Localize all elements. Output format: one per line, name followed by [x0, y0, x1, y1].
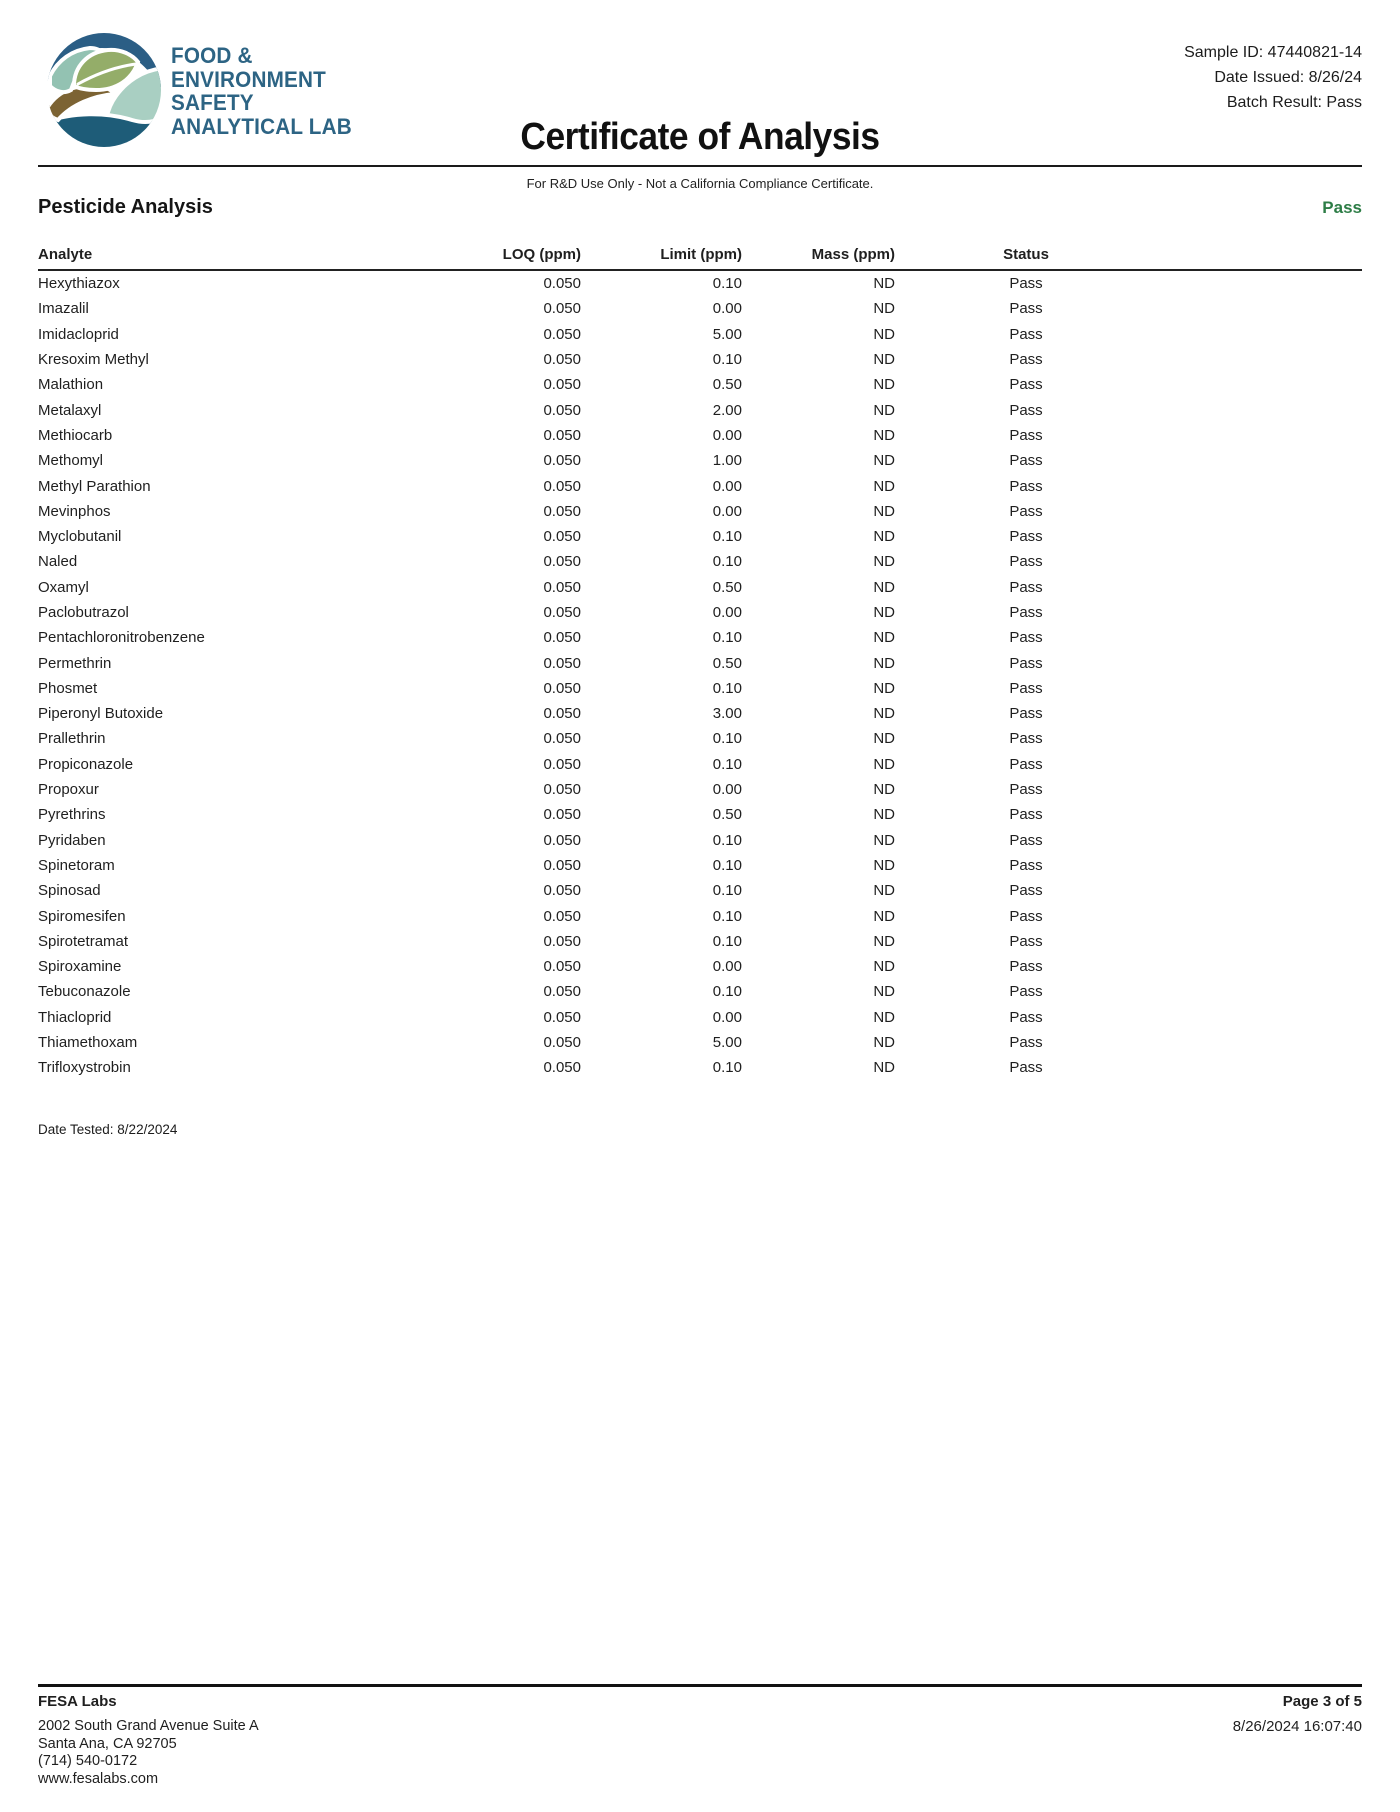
analyte-cell: Tebuconazole	[38, 983, 131, 1001]
table-row	[38, 549, 1362, 574]
mass-cell: ND	[873, 1008, 895, 1026]
limit-cell: 0.00	[712, 958, 742, 976]
analyte-cell: Spiromesifen	[38, 907, 126, 925]
sample-id: Sample ID: 47440821-14	[1184, 44, 1362, 61]
analyte-cell: Pyridaben	[38, 831, 106, 849]
loq-cell: 0.050	[543, 629, 581, 647]
analyte-cell: Paclobutrazol	[38, 604, 129, 621]
table-row	[38, 853, 1362, 878]
loq-cell: 0.050	[543, 983, 581, 1001]
analyte-cell: Trifloxystrobin	[38, 1059, 131, 1077]
mass-cell: ND	[873, 755, 895, 773]
mass-cell: ND	[873, 300, 895, 318]
loq-cell: 0.050	[543, 806, 581, 824]
analyte-cell: Pentachloronitrobenzene	[38, 629, 205, 647]
analyte-cell: Thiacloprid	[38, 1008, 112, 1026]
col-header-filler	[1157, 246, 1362, 269]
analyte-cell: Kresoxim Methyl	[38, 351, 149, 369]
status-cell: Pass	[1009, 983, 1043, 1001]
table-row	[38, 878, 1362, 903]
status-cell: Pass	[1009, 325, 1043, 343]
status-cell: Pass	[1009, 275, 1043, 293]
status-cell: Pass	[1009, 856, 1043, 874]
limit-cell: 0.10	[712, 831, 742, 849]
loq-cell: 0.050	[543, 730, 581, 748]
loq-cell: 0.050	[543, 351, 581, 369]
status-cell: Pass	[1009, 502, 1043, 520]
table-header-row	[38, 246, 1362, 271]
date-tested: Date Tested: 8/22/2024	[38, 1122, 178, 1137]
status-cell: Pass	[1009, 1008, 1043, 1026]
status-cell: Pass	[1009, 882, 1043, 900]
analyte-cell: Naled	[38, 553, 78, 571]
lab-name: FESA Labs	[38, 1693, 117, 1710]
lab-phone: (714) 540-0172	[38, 1753, 138, 1770]
table-row	[38, 600, 1362, 625]
analyte-cell: Piperonyl Butoxide	[38, 705, 164, 723]
status-cell: Pass	[1009, 351, 1043, 369]
limit-cell: 2.00	[712, 401, 742, 419]
mass-cell: ND	[873, 730, 895, 748]
status-cell: Pass	[1009, 781, 1043, 799]
limit-cell: 5.00	[712, 325, 742, 343]
limit-cell: 0.10	[712, 983, 742, 1001]
status-cell: Pass	[1009, 300, 1043, 318]
table-row	[38, 954, 1362, 979]
col-header-mass: Mass (ppm)	[811, 246, 895, 263]
limit-cell: 0.10	[712, 528, 742, 546]
limit-cell: 5.00	[712, 1034, 742, 1052]
table-row	[38, 828, 1362, 853]
mass-cell: ND	[873, 831, 895, 849]
status-cell: Pass	[1009, 907, 1043, 925]
table-row	[38, 1005, 1362, 1030]
loq-cell: 0.050	[543, 477, 581, 495]
col-header-status: Status	[1003, 246, 1049, 263]
table-row	[38, 448, 1362, 473]
mass-cell: ND	[873, 502, 895, 520]
analyte-cell: Methiocarb	[38, 426, 113, 444]
loq-cell: 0.050	[543, 275, 581, 293]
loq-cell: 0.050	[543, 325, 581, 343]
loq-cell: 0.050	[543, 781, 581, 799]
mass-cell: ND	[873, 351, 895, 369]
limit-cell: 1.00	[712, 452, 742, 470]
document-title: Certificate of Analysis	[520, 116, 880, 158]
table-row	[38, 347, 1362, 372]
analyte-cell: Myclobutanil	[38, 528, 122, 546]
table-row	[38, 802, 1362, 827]
lab-address-line-1: 2002 South Grand Avenue Suite A	[38, 1717, 259, 1734]
analyte-cell: Pyrethrins	[38, 806, 106, 824]
footer-divider	[38, 1684, 1362, 1687]
table-row	[38, 575, 1362, 600]
analyte-cell: Hexythiazox	[38, 275, 120, 293]
limit-cell: 0.50	[712, 376, 742, 394]
mass-cell: ND	[873, 958, 895, 976]
status-cell: Pass	[1009, 553, 1043, 571]
col-header-limit: Limit (ppm)	[660, 246, 742, 263]
loq-cell: 0.050	[543, 831, 581, 849]
col-header-analyte: Analyte	[38, 246, 93, 263]
page-number: Page 3 of 5	[1282, 1693, 1362, 1710]
status-cell: Pass	[1009, 604, 1043, 621]
table-row	[38, 650, 1362, 675]
limit-cell: 0.00	[712, 426, 742, 444]
sample-info	[1184, 40, 1362, 115]
loq-cell: 0.050	[543, 958, 581, 976]
limit-cell: 0.10	[712, 882, 742, 900]
loq-cell: 0.050	[543, 578, 581, 596]
status-cell: Pass	[1009, 629, 1043, 647]
status-cell: Pass	[1009, 376, 1043, 394]
analyte-cell: Propiconazole	[38, 755, 134, 773]
title-divider	[38, 165, 1362, 167]
lab-address-line-2: Santa Ana, CA 92705	[38, 1735, 177, 1752]
limit-cell: 0.00	[712, 477, 742, 495]
table-row	[38, 322, 1362, 347]
status-cell: Pass	[1009, 831, 1043, 849]
analyte-cell: Methomyl	[38, 452, 104, 470]
analyte-cell: Spirotetramat	[38, 932, 129, 950]
analyte-cell: Spinetoram	[38, 856, 115, 874]
limit-cell: 0.10	[712, 755, 742, 773]
loq-cell: 0.050	[543, 502, 581, 520]
loq-cell: 0.050	[543, 401, 581, 419]
loq-cell: 0.050	[543, 1034, 581, 1052]
limit-cell: 0.10	[712, 351, 742, 369]
mass-cell: ND	[873, 426, 895, 444]
loq-cell: 0.050	[543, 932, 581, 950]
table-row	[38, 296, 1362, 321]
loq-cell: 0.050	[543, 553, 581, 571]
mass-cell: ND	[873, 654, 895, 672]
analyte-cell: Oxamyl	[38, 578, 89, 596]
logo-line-4: ANALYTICAL LAB	[171, 113, 352, 139]
loq-cell: 0.050	[543, 604, 581, 621]
table-row	[38, 701, 1362, 726]
mass-cell: ND	[873, 806, 895, 824]
analyte-cell: Imidacloprid	[38, 325, 119, 343]
mass-cell: ND	[873, 578, 895, 596]
status-cell: Pass	[1009, 477, 1043, 495]
loq-cell: 0.050	[543, 654, 581, 672]
table-row	[38, 397, 1362, 422]
mass-cell: ND	[873, 325, 895, 343]
limit-cell: 0.10	[712, 907, 742, 925]
status-cell: Pass	[1009, 755, 1043, 773]
lab-website: www.fesalabs.com	[38, 1771, 159, 1788]
analyte-cell: Imazalil	[38, 300, 89, 318]
status-cell: Pass	[1009, 679, 1043, 697]
limit-cell: 0.00	[712, 1008, 742, 1026]
mass-cell: ND	[873, 705, 895, 723]
status-cell: Pass	[1009, 452, 1043, 470]
print-timestamp: 8/26/2024 16:07:40	[1232, 1717, 1362, 1735]
status-cell: Pass	[1009, 958, 1043, 976]
status-cell: Pass	[1009, 932, 1043, 950]
table-row	[38, 1030, 1362, 1055]
logo-line-2: ENVIRONMENT	[171, 66, 326, 92]
table-row	[38, 979, 1362, 1004]
status-cell: Pass	[1009, 578, 1043, 596]
limit-cell: 0.50	[712, 654, 742, 672]
section-title: Pesticide Analysis	[38, 196, 213, 218]
status-cell: Pass	[1009, 730, 1043, 748]
mass-cell: ND	[873, 401, 895, 419]
analyte-cell: Prallethrin	[38, 730, 106, 748]
mass-cell: ND	[873, 882, 895, 900]
limit-cell: 0.50	[712, 806, 742, 824]
analyte-cell: Malathion	[38, 376, 104, 394]
table-row	[38, 903, 1362, 928]
limit-cell: 0.10	[712, 629, 742, 647]
table-row	[38, 625, 1362, 650]
limit-cell: 0.10	[712, 730, 742, 748]
limit-cell: 0.50	[712, 578, 742, 596]
status-cell: Pass	[1009, 705, 1043, 723]
mass-cell: ND	[873, 781, 895, 799]
loq-cell: 0.050	[543, 907, 581, 925]
analyte-cell: Phosmet	[38, 679, 98, 697]
table-row	[38, 524, 1362, 549]
loq-cell: 0.050	[543, 426, 581, 444]
loq-cell: 0.050	[543, 755, 581, 773]
mass-cell: ND	[873, 452, 895, 470]
status-cell: Pass	[1009, 426, 1043, 444]
table-row	[38, 929, 1362, 954]
status-cell: Pass	[1009, 806, 1043, 824]
col-header-loq: LOQ (ppm)	[502, 246, 581, 263]
limit-cell: 0.00	[712, 781, 742, 799]
logo-line-3: SAFETY	[171, 90, 254, 115]
loq-cell: 0.050	[543, 528, 581, 546]
mass-cell: ND	[873, 604, 895, 621]
status-cell: Pass	[1009, 1059, 1043, 1077]
loq-cell: 0.050	[543, 705, 581, 723]
mass-cell: ND	[873, 275, 895, 293]
limit-cell: 0.10	[712, 932, 742, 950]
table-row	[38, 473, 1362, 498]
footer-page-block	[1233, 1693, 1362, 1736]
loq-cell: 0.050	[543, 856, 581, 874]
table-row	[38, 423, 1362, 448]
status-cell: Pass	[1009, 401, 1043, 419]
analyte-cell: Methyl Parathion	[38, 477, 151, 495]
loq-cell: 0.050	[543, 882, 581, 900]
analyte-cell: Permethrin	[38, 654, 112, 672]
mass-cell: ND	[873, 553, 895, 571]
table-row	[38, 777, 1362, 802]
limit-cell: 0.00	[712, 502, 742, 520]
limit-cell: 3.00	[712, 705, 742, 723]
analyte-cell: Thiamethoxam	[38, 1034, 138, 1052]
mass-cell: ND	[873, 679, 895, 697]
mass-cell: ND	[873, 477, 895, 495]
loq-cell: 0.050	[543, 452, 581, 470]
analyte-cell: Mevinphos	[38, 502, 111, 520]
status-cell: Pass	[1009, 1034, 1043, 1052]
limit-cell: 0.10	[712, 679, 742, 697]
table-row	[38, 726, 1362, 751]
table-row	[38, 271, 1362, 296]
mass-cell: ND	[873, 528, 895, 546]
table-body	[38, 271, 1362, 1081]
analyte-cell: Spinosad	[38, 882, 101, 900]
table-row	[38, 499, 1362, 524]
loq-cell: 0.050	[543, 376, 581, 394]
document-subtitle: For R&D Use Only - Not a California Compliance Certificate.	[526, 176, 874, 191]
mass-cell: ND	[873, 1059, 895, 1077]
batch-result: Batch Result: Pass	[1226, 94, 1362, 111]
status-cell: Pass	[1009, 654, 1043, 672]
analyte-cell: Spiroxamine	[38, 958, 122, 976]
loq-cell: 0.050	[543, 1008, 581, 1026]
pesticide-table	[38, 246, 1362, 1081]
limit-cell: 0.10	[712, 1059, 742, 1077]
mass-cell: ND	[873, 983, 895, 1001]
analyte-cell: Propoxur	[38, 781, 99, 799]
limit-cell: 0.10	[712, 275, 742, 293]
table-row	[38, 676, 1362, 701]
limit-cell: 0.00	[712, 300, 742, 318]
analyte-cell: Metalaxyl	[38, 401, 102, 419]
table-row	[38, 372, 1362, 397]
mass-cell: ND	[873, 907, 895, 925]
section-result-badge: Pass	[1322, 198, 1362, 217]
limit-cell: 0.10	[712, 553, 742, 571]
loq-cell: 0.050	[543, 1059, 581, 1077]
mass-cell: ND	[873, 376, 895, 394]
status-cell: Pass	[1009, 528, 1043, 546]
date-issued: Date Issued: 8/26/24	[1214, 69, 1362, 86]
footer-lab-block	[38, 1693, 259, 1789]
table-row	[38, 752, 1362, 777]
mass-cell: ND	[873, 932, 895, 950]
section-header	[38, 196, 1362, 219]
logo-line-1: FOOD &	[171, 43, 253, 68]
loq-cell: 0.050	[543, 300, 581, 318]
limit-cell: 0.00	[712, 604, 742, 621]
limit-cell: 0.10	[712, 856, 742, 874]
mass-cell: ND	[873, 856, 895, 874]
table-row	[38, 1055, 1362, 1080]
loq-cell: 0.050	[543, 679, 581, 697]
mass-cell: ND	[873, 1034, 895, 1052]
mass-cell: ND	[873, 629, 895, 647]
